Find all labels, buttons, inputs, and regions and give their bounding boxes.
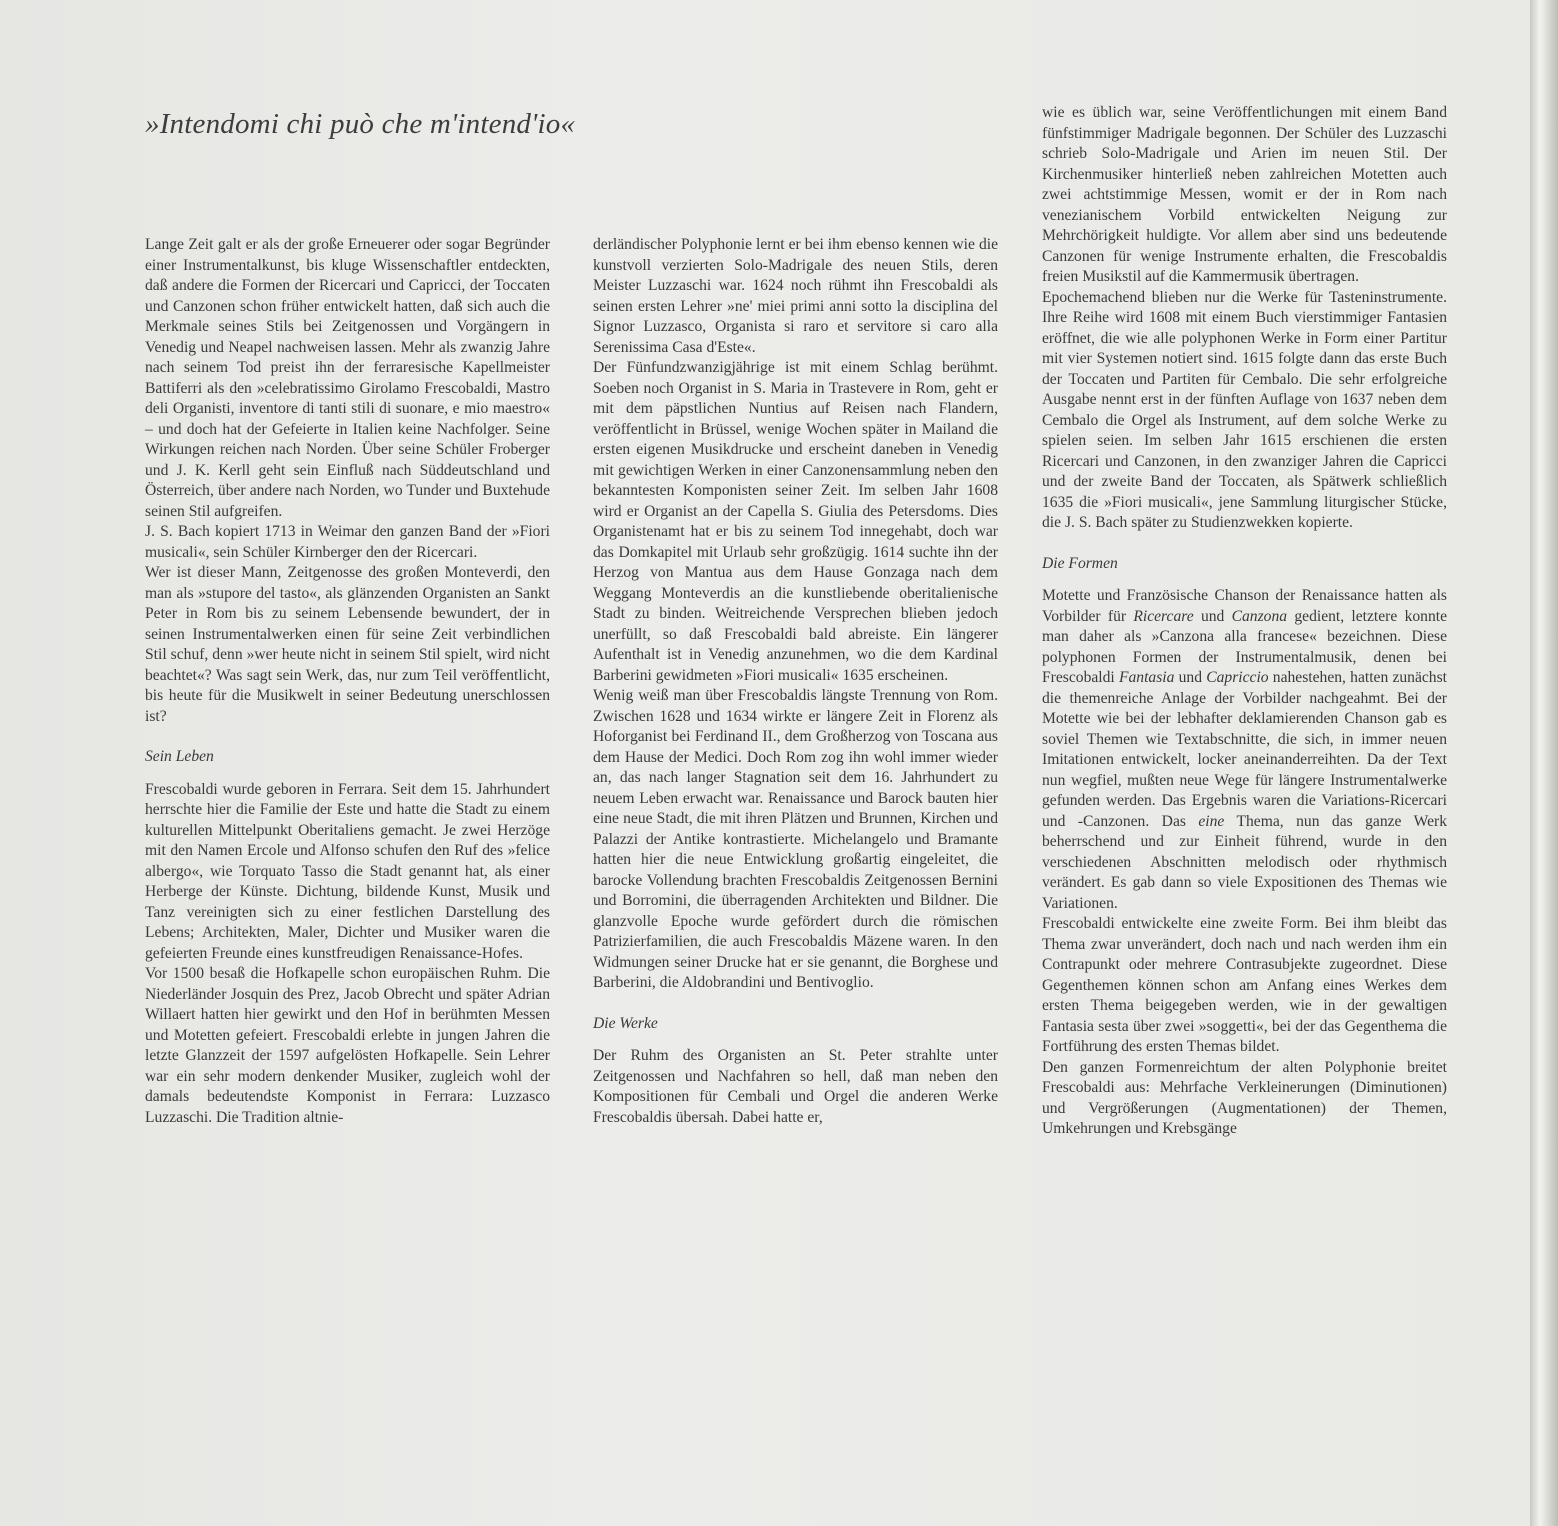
italic-term: eine xyxy=(1198,812,1225,830)
paragraph: Wenig weiß man über Frescobaldis längste Trennung von Rom. Zwischen 1628 und 1634 wirkte er längere Zeit in Florenz als Hoforganist bei Ferdinand II., dem Großherzog von Toscana aus dem Hause der Medici. Doch Rom zog ihn wohl immer wieder an, das nach langer Stagnation seit dem 16. Jahrhundert zu neuem Leben erwacht war. Renaissance und Barock bauten hier eine neue Stadt, die mit ihren Plätzen und Brunnen, Kirchen und Palazzi der Antike kontrastierte. Michelangelo und Bramante hatten hier die neue Entwicklung großartig eingeleitet, die barocke Vollendung brachten Frescobaldis Zeitgenossen Bernini und Borromini, die überragenden Architekten und Bildner. Die glanzvolle Epoche wurde gefördert durch die römischen Patrizierfamilien, die auch Frescobaldis Mäzene waren. In den Widmungen seiner Drucke hat er sie genannt, die Borghese und Barberini, die Aldobrandini und Bentivoglio. xyxy=(593,687,998,991)
paragraph: Der Fünfundzwanzigjährige ist mit einem Schlag berühmt. Soeben noch Organist in S. Maria in Trastevere in Rom, geht er mit dem päpstlichen Nuntius auf Reisen nach Flandern, veröffentlicht in Brüssel, wenige Wochen später in Mailand die ersten eigenen Musikdrucke und erscheint daneben in Venedig mit gewichtigen Werken in einer Canzonensammlung neben den bekanntesten Komponisten seiner Zeit. Im selben Jahr 1608 wird er Organist an der Capella S. Giulia des Petersdoms. Dies Organistenamt hat er bis zu seinem Tod innegehabt, doch war das Domkapitel mit Urlaub sehr großzügig. 1614 suchte ihn der Herzog von Mantua aus dem Hause Gonzaga nach dem Weggang Monteverdis an die kunstliebende oberitalienische Stadt zu binden. Weitreichende Versprechen blieben jedoch unerfüllt, so daß Frescobaldi bald abreiste. Ein längerer Aufenthalt ist in Venedig anzunehmen, wo die dem Kardinal Barberini gewidmeten »Fiori musicali« 1635 erscheinen. xyxy=(593,359,998,684)
paragraph: Der Ruhm des Organisten an St. Peter strahlte unter Zeitgenossen und Nachfahren so hell, daß man neben den Kompositionen für Cembali und Orgel die anderen Werke Frescobaldis übersah. Dabei hatte er, xyxy=(593,1047,998,1126)
section-heading-die-werke: Die Werke xyxy=(593,1014,658,1032)
page-title: »Intendomi chi può che m'intend'io« xyxy=(145,108,576,140)
paragraph: wie es üblich war, seine Veröffentlichungen mit einem Band fünfstimmiger Madrigale begonnen. Der Schüler des Luzzaschi schrieb Solo-Madrigale und Arien im neuen Stil. Der Kirchenmusiker hinterließ neben zahlreichen Motetten auch zwei achtstimmige Messen, womit er der in Rom nach venezianischem Vorbild entwickelten Neigung zur Mehrchörigkeit huldigte. Vor allem aber sind uns bedeutende Canzonen für wenige Instrumente erhalten, die Frescobaldis freien Musikstil auf die Kammermusik übertragen. xyxy=(1042,104,1447,285)
italic-term: Fantasia xyxy=(1118,669,1175,686)
text-run: nahestehen, hatten zunächst die themenreiche Anlage der Vorbilder nachgeahmt. Bei der Motette wie bei der lebhafter deklamierenden Chanson gab es soviel Themen wie Textabschnitte, die sich, in immer neuen Imitationen entwickelt, locker aneinanderreihten. Da der Text nun wegfiel, mußten neue Wege für längere Instrumentalwerke gefunden werden. Das Ergebnis waren die Variations-Ricercari und -Canzonen. Das xyxy=(1042,669,1448,830)
paragraph: derländischer Polyphonie lernt er bei ihm ebenso kennen wie die kunstvoll verzierten Solo-Madrigale des neuen Stils, deren Meister Luzzaschi war. 1624 noch rühmt ihn Frescobaldi als seinen ersten Lehrer »ne' miei primi anni sotto la disciplina del Signor Luzzasco, Organista si raro et servitore si caro alla Serenissima Casa d'Este«. xyxy=(593,236,998,356)
paragraph: Frescobaldi entwickelte eine zweite Form. Bei ihm bleibt das Thema zwar unverändert, doch nach und nach werden ihm ein Contrapunkt oder mehrere Contrasubjekte zugeordnet. Diese Gegenthemen können schon am Anfang eines Werkes dem ersten Thema beigegeben werden, wie in der gewaltigen Fantasia sesta über zwei »soggetti«, bei der das Gegenthema die Fortführung des ersten Themas bildet. xyxy=(1042,915,1447,1055)
text-run: und xyxy=(1174,669,1207,686)
text-run: Motette und Französische Chanson der Renaissance hatten als Vorbilder für xyxy=(1042,587,1447,625)
italic-term: Capriccio xyxy=(1206,669,1269,686)
text-run: gedient, letztere konnte man daher als »Canzona alla francese« bezeichnen. Diese polyphonen Formen der Instrumentalmusik, denen bei Frescobaldi xyxy=(1042,607,1448,686)
paragraph: J. S. Bach kopiert 1713 in Weimar den ganzen Band der »Fiori musicali«, sein Schüler Kirnberger den der Ricercari. xyxy=(145,523,550,561)
paragraph: Den ganzen Formenreichtum der alten Polyphonie breitet Frescobaldi aus: Mehrfache Verkleinerungen (Diminutionen) und Vergrößerungen (Augmentationen) der Themen, Umkehrungen und Krebsgänge xyxy=(1042,1058,1447,1137)
paragraph: Frescobaldi wurde geboren in Ferrara. Seit dem 15. Jahrhundert herrschte hier die Familie der Este und hatte die Stadt zu einem kulturellen Mittelpunkt Oberitaliens gemacht. Je zwei Herzöge mit den Namen Ercole und Alfonso schufen den Ruf des »felice albergo«, wie Torquato Tasso die Stadt genannt hat, als einer Herberge der Künste. Dichtung, bildende Kunst, Musik und Tanz vereinigten sich zu einer festlichen Darstellung des Lebens; Architekten, Maler, Dichter und Musiker waren die gefeierten Freunde eines kunstfreudigen Renaissance-Hofes. xyxy=(145,780,550,962)
text-column-3 xyxy=(1042,103,1447,1140)
paragraph: Lange Zeit galt er als der große Erneuerer oder sogar Begründer einer Instrumentalkunst, bis kluge Wissenschaftler entdeckten, daß andere die Formen der Ricercari und Capricci, der Toccaten und Canzonen schon früher entwickelt hatten, daß sich auch die Merkmale seines Stils bei Zeitgenossen und Vorgängern in Venedig und Neapel nachweisen lassen. Mehr als zwanzig Jahre nach seinem Tod preist ihn der ferraresische Kapellmeister Battiferri als den »celebratissimo Girolamo Frescobaldi, Mastro deli Organisti, inventore di tanti stili di suonare, e mio maestro« – und doch hat der Gefeierte in Italien keine Nachfolger. Seine Wirkungen reichen nach Norden. Über seine Schüler Froberger und J. K. Kerll geht sein Einfluß nach Süddeutschland und Österreich, über andere nach Norden, wo Tunder und Buxtehude seinen Stil aufgreifen. xyxy=(145,236,550,520)
text-column-1 xyxy=(145,235,550,1128)
text-column-2 xyxy=(593,235,998,1128)
italic-term: Ricercare xyxy=(1133,607,1194,625)
text-run: Thema, nun das ganze Werk beherrschend und zur Einheit führend, wurde in den verschiedenen Abschnitten melodisch oder rhythmisch verändert. Es gab dann so viele Expositionen des Themas wie Variationen. xyxy=(1042,812,1447,912)
paragraph: Wer ist dieser Mann, Zeitgenosse des großen Monteverdi, den man als »stupore del tasto«, als glänzenden Organisten an Sankt Peter in Rom bis zu seinem Lebensende bewundert, der in seinen Instrumentalwerken einen für seine Zeit verbindlichen Stil schuf, denn »wer heute nicht in seinem Stil spielt, wird nicht beachtet«? Was sagt sein Werk, das, nur zum Teil veröffentlicht, bis heute für die Musikwelt in seiner Bedeutung unerschlossen ist? xyxy=(145,564,550,725)
italic-term: Canzona xyxy=(1231,607,1288,625)
paragraph xyxy=(1042,586,1447,914)
text-run: und xyxy=(1193,607,1232,625)
sleeve-spine-edge xyxy=(1530,0,1558,1526)
paragraph: Vor 1500 besaß die Hofkapelle schon europäischen Ruhm. Die Niederländer Josquin des Prez, Jacob Obrecht und später Adrian Willaert hatten hier gewirkt und den Hof in berühmten Messen und Motetten gefeiert. Frescobaldi erlebte in jungen Jahren die letzte Glanzzeit der 1597 aufgelösten Hofkapelle. Sein Lehrer war ein sehr modern denkender Musiker, zugleich wohl der damals bedeutendste Komponist in Ferrara: Luzzasco Luzzaschi. Die Tradition altnie- xyxy=(145,965,550,1126)
paragraph: Epochemachend blieben nur die Werke für Tasteninstrumente. Ihre Reihe wird 1608 mit einem Buch vierstimmiger Fantasien eröffnet, die wie alle polyphonen Werke in Form einer Partitur mit vier Systemen notiert sind. 1615 folgte dann das erste Buch der Toccaten und Partiten für Cembalo. Die sehr erfolgreiche Ausgabe nennt erst in der fünften Auflage von 1637 neben dem Cembalo die Orgel als Instrument, auf dem solche Werke zu spielen seien. Im selben Jahr 1615 erschienen die ersten Ricercari und Canzonen, in den zwanziger Jahren die Capricci und der zweite Band der Toccaten, als Spätwerk schließlich 1635 die »Fiori musicali«, jene Sammlung liturgischer Stücke, die J. S. Bach später zu Studienzwekken kopierte. xyxy=(1042,288,1447,531)
section-heading-die-formen: Die Formen xyxy=(1042,554,1118,572)
section-heading-sein-leben: Sein Leben xyxy=(145,748,214,765)
